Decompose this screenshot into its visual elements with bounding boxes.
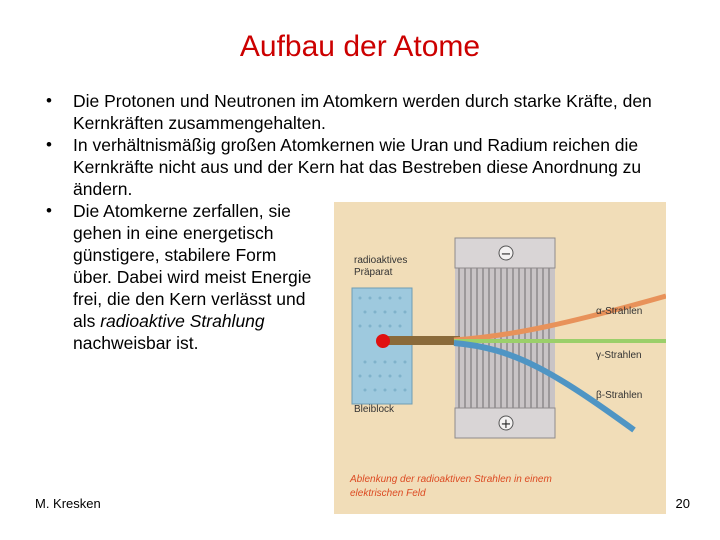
slide-title: Aufbau der Atome — [239, 30, 481, 63]
bullet-decay-text-start: Die Atomkerne zerfallen, sie gehen in eine energetisch günstigere, stabilere Form über. Dabei wird meist Energie frei, die den Kern verlässt und als — [73, 201, 312, 331]
label-beta-rays: β-Strahlen — [596, 390, 643, 401]
caption-line1: Ablenkung der radioaktiven Strahlen in einem — [350, 474, 552, 485]
radiation-deflection-figure — [334, 202, 666, 514]
label-preparation-line1: radioaktives — [354, 255, 408, 266]
bullet-protons-neutrons: • Die Protonen und Neutronen im Atomkern werden durch starke Kräfte, den Kernkräften zusammengehalten. — [46, 90, 686, 134]
caption-line2: elektrischen Feld — [350, 488, 426, 499]
bullet-decay — [46, 200, 318, 354]
minus-sign: − — [500, 247, 512, 262]
bullet-decay-text-end: nachweisbar ist. — [73, 333, 199, 353]
page-number: 20 — [675, 496, 690, 511]
label-lead-block: Bleiblock — [354, 404, 395, 415]
bullet-nuclear-forces: • In verhältnismäßig großen Atomkernen wie Uran und Radium reichen die Kernkräfte nicht aus und der Kern hat das Bestreben diese Anordnung zu ändern. — [46, 134, 686, 200]
radioactive-source — [376, 334, 390, 348]
plus-sign: + — [500, 417, 512, 432]
bullet-decay-emphasis: radioaktive Strahlung — [100, 311, 265, 331]
label-gamma-rays: γ-Strahlen — [596, 350, 642, 361]
beam-channel — [382, 336, 460, 345]
footer-author: M. Kresken — [35, 496, 101, 511]
label-preparation-line2: Präparat — [354, 267, 393, 278]
label-alpha-rays: α-Strahlen — [596, 306, 643, 317]
